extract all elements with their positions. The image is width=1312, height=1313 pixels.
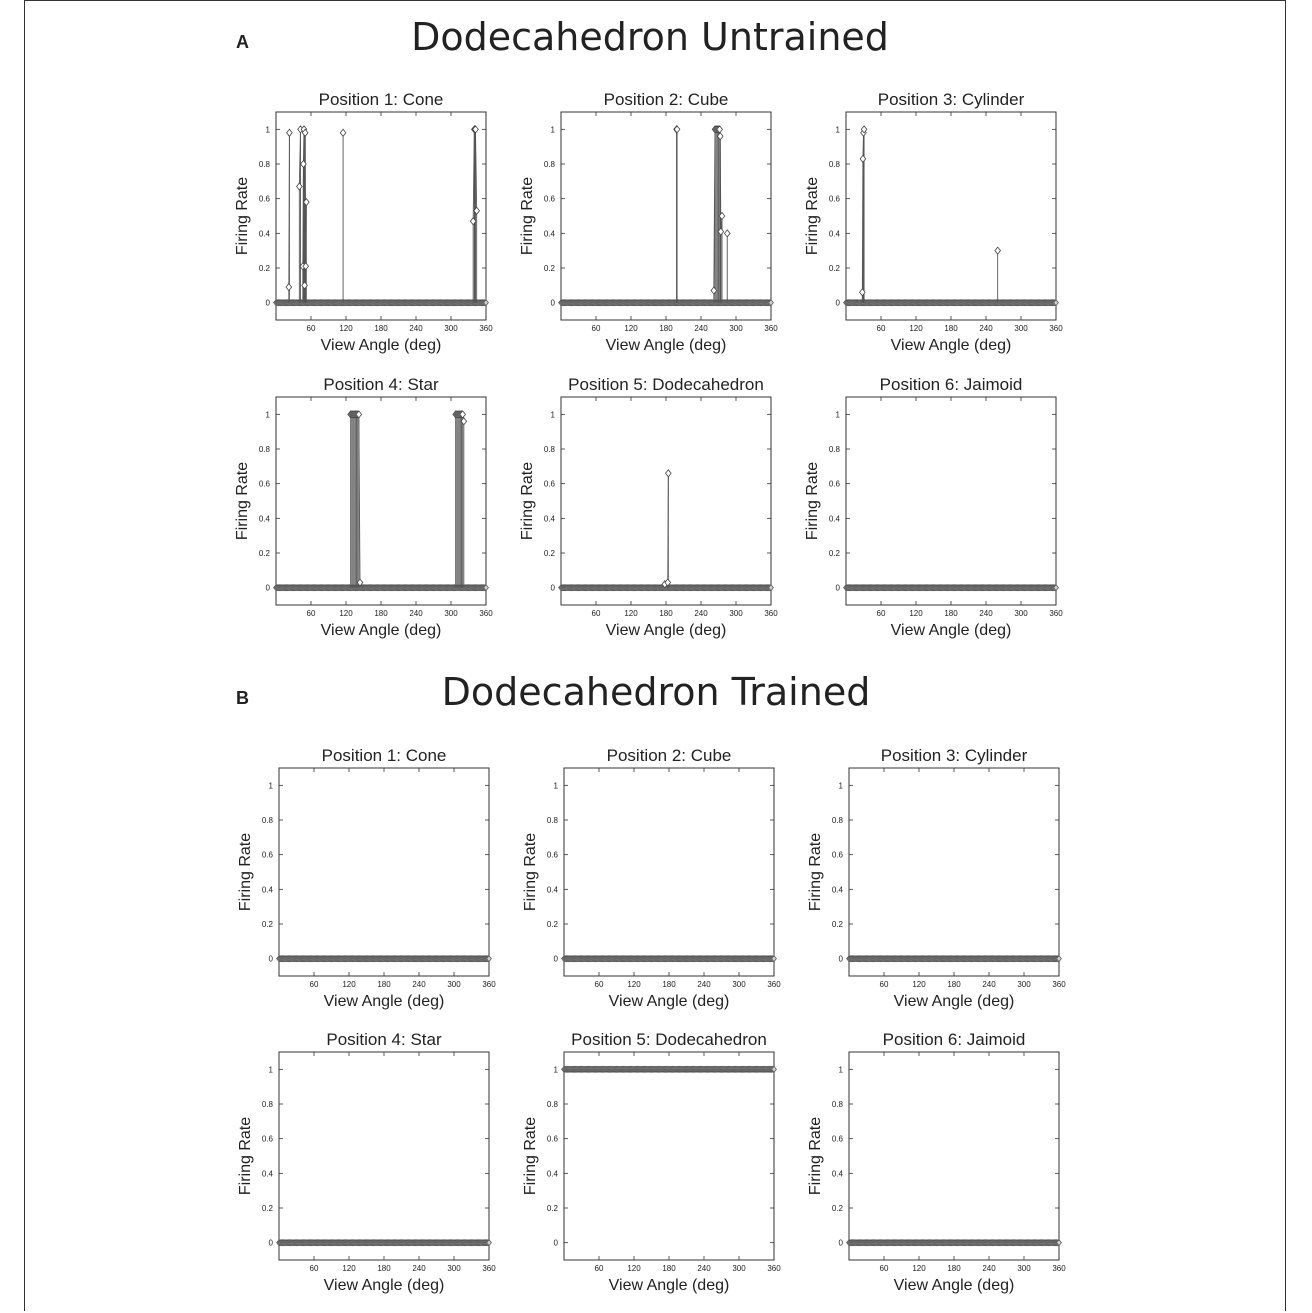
data-point [297,183,303,190]
subplot [234,90,493,354]
plateau-line [289,133,290,287]
x-tick-label: 240 [694,609,708,618]
y-axis-label: Firing Rate [234,461,251,541]
y-tick-label: 0.2 [543,549,555,558]
y-tick-label: 1 [553,781,558,791]
subplot [519,90,778,354]
x-axis-label: View Angle (deg) [323,1277,445,1294]
x-tick-label: 300 [444,609,458,618]
x-tick-label: 300 [447,1264,461,1273]
subplot-title: Position 2: Cube [603,90,729,109]
x-tick-label: 60 [306,609,316,618]
y-tick-label: 0.8 [261,1100,273,1109]
subplot [519,375,778,639]
y-tick-label: 0.8 [828,445,840,454]
plateau-line [668,473,669,582]
x-tick-label: 180 [947,1264,961,1273]
x-tick-label: 120 [912,1264,926,1273]
x-tick-label: 180 [947,980,961,989]
y-tick-label: 0.4 [828,514,840,524]
y-tick-label: 0.4 [258,514,270,524]
plot-axes-box [279,768,489,976]
plot-axes-box [561,397,771,605]
subplot [237,746,496,1010]
y-tick-label: 0.8 [543,445,555,454]
x-axis-label: View Angle (deg) [605,337,727,354]
x-tick-label: 300 [447,980,461,989]
y-tick-label: 0.4 [831,1169,843,1179]
plot-axes-box [564,1052,774,1260]
y-tick-label: 0.4 [543,229,555,239]
x-tick-label: 360 [479,324,493,333]
data-point [674,126,680,133]
x-tick-label: 60 [879,1264,889,1273]
x-tick-label: 180 [944,324,958,333]
y-tick-label: 0 [553,1238,558,1248]
x-tick-label: 360 [767,980,781,989]
y-tick-label: 0 [268,954,273,964]
x-tick-label: 240 [982,1264,996,1273]
y-tick-label: 0.6 [543,479,555,489]
x-tick-label: 120 [342,980,356,989]
y-tick-label: 0.6 [261,850,273,860]
y-tick-label: 0.4 [546,885,558,895]
x-tick-label: 120 [909,324,923,333]
x-tick-label: 360 [482,980,496,989]
data-point [666,470,672,477]
y-tick-label: 0.4 [543,514,555,524]
subplot [522,746,781,1010]
subplot-title: Position 4: Star [323,375,439,394]
x-tick-label: 120 [624,609,638,618]
y-tick-label: 0.4 [831,885,843,895]
subplot [234,375,493,639]
subplot-title: Position 3: Cylinder [880,746,1028,765]
x-tick-label: 360 [1052,980,1066,989]
y-tick-label: 0.8 [831,816,843,825]
subplot [522,1030,781,1294]
plot-axes-box [849,768,1059,976]
y-tick-label: 0.8 [831,1100,843,1109]
data-point [340,129,346,136]
x-tick-label: 120 [339,609,353,618]
x-tick-label: 120 [624,324,638,333]
y-tick-label: 0.6 [258,194,270,204]
x-axis-label: View Angle (deg) [890,337,1012,354]
y-axis-label: Firing Rate [807,1116,824,1196]
y-tick-label: 1 [268,1065,273,1075]
x-tick-label: 360 [767,1264,781,1273]
plot-axes-box [276,397,486,605]
y-tick-label: 0.2 [258,549,270,558]
x-tick-label: 300 [729,609,743,618]
panel-b-title: Dodecahedron Trained [441,670,871,714]
data-point [860,155,866,162]
y-axis-label: Firing Rate [807,832,824,912]
x-tick-label: 60 [591,324,601,333]
y-tick-label: 0.6 [546,850,558,860]
y-tick-label: 0.6 [543,194,555,204]
x-axis-label: View Angle (deg) [608,993,730,1010]
plateau-line [303,164,304,266]
x-tick-label: 180 [659,609,673,618]
y-tick-label: 0.8 [258,160,270,169]
data-point [724,230,730,237]
x-tick-label: 60 [309,980,319,989]
y-axis-label: Firing Rate [519,461,536,541]
x-axis-label: View Angle (deg) [893,1277,1015,1294]
x-tick-label: 360 [1049,324,1063,333]
x-tick-label: 360 [479,609,493,618]
x-tick-label: 180 [377,980,391,989]
y-tick-label: 0.6 [261,1134,273,1144]
x-tick-label: 300 [1017,980,1031,989]
x-tick-label: 360 [1049,609,1063,618]
y-tick-label: 0.2 [831,920,843,929]
x-axis-label: View Angle (deg) [605,622,727,639]
x-tick-label: 60 [591,609,601,618]
subplot-title: Position 4: Star [326,1030,442,1049]
plot-axes-box [846,397,1056,605]
y-tick-label: 1 [838,1065,843,1075]
y-axis-label: Firing Rate [234,176,251,256]
plot-axes-box [279,1052,489,1260]
subplot [807,746,1066,1010]
panel-a-letter: A [236,32,249,52]
x-tick-label: 240 [979,324,993,333]
subplot-title: Position 2: Cube [606,746,732,765]
x-tick-label: 360 [764,324,778,333]
subplot-title: Position 6: Jaimoid [879,375,1023,394]
y-tick-label: 0.4 [261,1169,273,1179]
y-tick-label: 0.6 [831,850,843,860]
y-tick-label: 0.4 [828,229,840,239]
x-tick-label: 300 [1014,324,1028,333]
panel-a-title: Dodecahedron Untrained [411,15,889,59]
y-tick-label: 0 [835,583,840,593]
x-tick-label: 300 [732,980,746,989]
y-tick-label: 0.6 [546,1134,558,1144]
plateau-line [306,202,307,266]
x-axis-label: View Angle (deg) [890,622,1012,639]
x-tick-label: 240 [697,1264,711,1273]
x-tick-label: 60 [879,980,889,989]
subplot-title: Position 5: Dodecahedron [571,1030,767,1049]
y-tick-label: 0 [553,954,558,964]
y-tick-label: 0.4 [261,885,273,895]
x-tick-label: 360 [1052,1264,1066,1273]
x-tick-label: 60 [306,324,316,333]
x-tick-label: 180 [377,1264,391,1273]
x-tick-label: 120 [342,1264,356,1273]
subplot-title: Position 3: Cylinder [877,90,1025,109]
x-tick-label: 180 [374,609,388,618]
y-tick-label: 1 [550,410,555,420]
x-tick-label: 240 [979,609,993,618]
x-tick-label: 60 [876,324,886,333]
x-tick-label: 120 [627,1264,641,1273]
plateau-line [862,159,863,292]
x-tick-label: 360 [764,609,778,618]
data-point [287,129,293,136]
y-tick-label: 1 [835,410,840,420]
plot-axes-box [561,112,771,320]
y-tick-label: 0.6 [258,479,270,489]
subplot [237,1030,496,1294]
y-tick-label: 1 [265,410,270,420]
x-tick-label: 240 [412,980,426,989]
x-tick-label: 240 [409,324,423,333]
y-tick-label: 0.6 [828,194,840,204]
data-point [286,284,292,291]
y-axis-label: Firing Rate [237,1116,254,1196]
x-tick-label: 120 [912,980,926,989]
x-tick-label: 300 [1017,1264,1031,1273]
y-tick-label: 0.2 [261,1204,273,1213]
y-tick-label: 0.8 [543,160,555,169]
y-tick-label: 1 [838,781,843,791]
x-tick-label: 360 [482,1264,496,1273]
plot-axes-box [849,1052,1059,1260]
y-tick-label: 0.2 [831,1204,843,1213]
x-tick-label: 300 [444,324,458,333]
y-axis-label: Firing Rate [804,176,821,256]
subplot [804,90,1063,354]
x-tick-label: 180 [374,324,388,333]
x-tick-label: 60 [876,609,886,618]
plot-axes-box [846,112,1056,320]
y-tick-label: 0.2 [258,264,270,273]
y-axis-label: Firing Rate [522,832,539,912]
x-tick-label: 240 [409,609,423,618]
subplot [807,1030,1066,1294]
subplot [804,375,1063,639]
y-tick-label: 0 [265,583,270,593]
x-tick-label: 180 [662,1264,676,1273]
x-tick-label: 120 [339,324,353,333]
plot-axes-box [276,112,486,320]
y-tick-label: 1 [835,125,840,135]
x-tick-label: 300 [732,1264,746,1273]
subplot-title: Position 6: Jaimoid [882,1030,1026,1049]
subplot-title: Position 1: Cone [318,90,444,109]
y-tick-label: 0.8 [546,816,558,825]
y-tick-label: 0.6 [831,1134,843,1144]
y-tick-label: 1 [265,125,270,135]
y-tick-label: 0.2 [546,920,558,929]
y-axis-label: Firing Rate [519,176,536,256]
y-tick-label: 0.8 [258,445,270,454]
y-tick-label: 1 [553,1065,558,1075]
subplot-title: Position 1: Cone [321,746,447,765]
y-tick-label: 0 [265,298,270,308]
x-tick-label: 180 [659,324,673,333]
x-tick-label: 180 [944,609,958,618]
y-tick-label: 0 [835,298,840,308]
x-axis-label: View Angle (deg) [323,993,445,1010]
x-tick-label: 60 [309,1264,319,1273]
y-tick-label: 1 [268,781,273,791]
data-point [995,247,1001,254]
y-tick-label: 0.2 [828,264,840,273]
y-axis-label: Firing Rate [237,832,254,912]
y-tick-label: 1 [550,125,555,135]
x-tick-label: 120 [909,609,923,618]
y-tick-label: 0.4 [258,229,270,239]
y-tick-label: 0.8 [828,160,840,169]
x-axis-label: View Angle (deg) [608,1277,730,1294]
x-axis-label: View Angle (deg) [320,622,442,639]
x-tick-label: 60 [594,1264,604,1273]
y-tick-label: 0 [838,954,843,964]
x-tick-label: 300 [1014,609,1028,618]
y-tick-label: 0 [550,298,555,308]
y-axis-label: Firing Rate [804,461,821,541]
plot-axes-box [564,768,774,976]
y-tick-label: 0.2 [546,1204,558,1213]
panel-b-letter: B [236,688,249,708]
x-tick-label: 240 [982,980,996,989]
y-axis-label: Firing Rate [522,1116,539,1196]
x-axis-label: View Angle (deg) [893,993,1015,1010]
x-tick-label: 240 [697,980,711,989]
x-axis-label: View Angle (deg) [320,337,442,354]
y-tick-label: 0.4 [546,1169,558,1179]
x-tick-label: 120 [627,980,641,989]
y-tick-label: 0.8 [546,1100,558,1109]
y-tick-label: 0.2 [261,920,273,929]
y-tick-label: 0 [268,1238,273,1248]
subplot-title: Position 5: Dodecahedron [568,375,764,394]
y-tick-label: 0 [838,1238,843,1248]
x-tick-label: 60 [594,980,604,989]
x-tick-label: 240 [412,1264,426,1273]
y-tick-label: 0.2 [828,549,840,558]
y-tick-label: 0.8 [261,816,273,825]
y-tick-label: 0.6 [828,479,840,489]
x-tick-label: 300 [729,324,743,333]
x-tick-label: 180 [662,980,676,989]
y-tick-label: 0 [550,583,555,593]
x-tick-label: 240 [694,324,708,333]
y-tick-label: 0.2 [543,264,555,273]
